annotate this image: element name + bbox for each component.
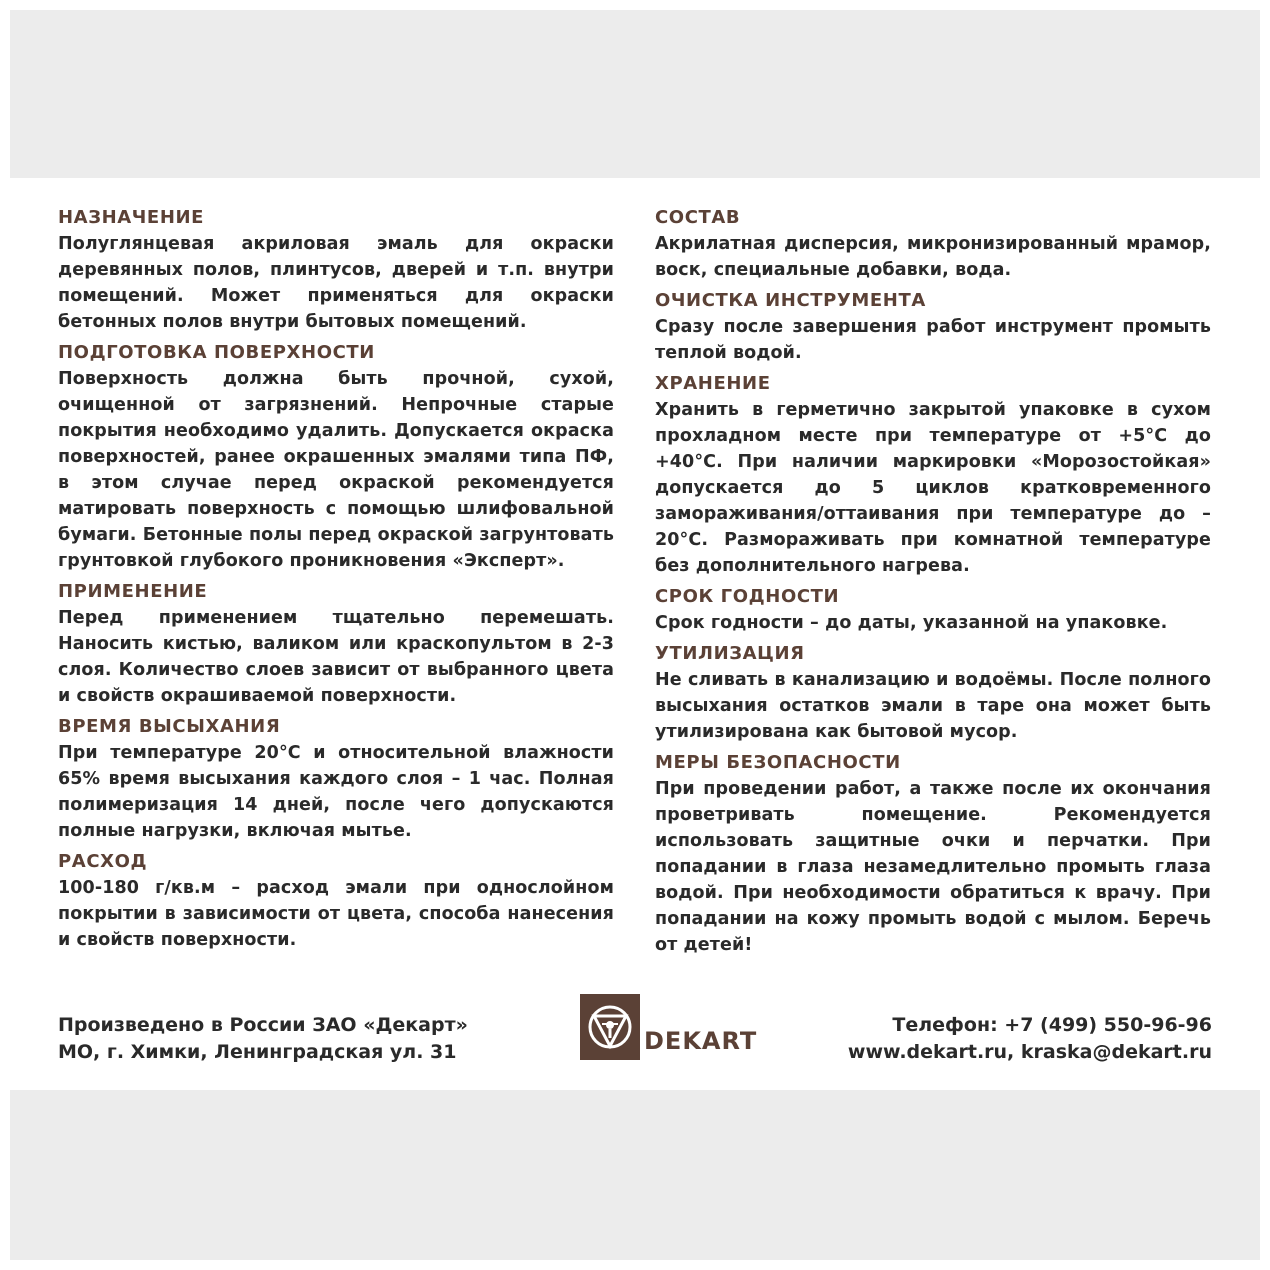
manufacturer-line: Произведено в России ЗАО «Декарт»: [58, 1014, 468, 1036]
label-panel: [10, 178, 1260, 1090]
dekart-emblem-icon: [580, 994, 640, 1060]
dekart-logo-text: DEKART: [644, 1027, 758, 1055]
purpose-heading: НАЗНАЧЕНИЕ: [58, 207, 205, 228]
storage-text: Хранить в герметично закрытой упаковке в сухом прохладном месте при температуре от +5°С до +40°С. При наличии маркировки «Морозостойкая» допускается до 5 циклов кратковременного замораживания/оттаивания при температуре до – 20°С. Размораживать при комнатной температуре без дополнительного нагрева.: [655, 400, 1211, 576]
storage-heading: ХРАНЕНИЕ: [655, 373, 771, 394]
dekart-logo-mark: [580, 994, 640, 1060]
consumption-text: 100-180 г/кв.м – расход эмали при однослойном покрытии в зависимости от цвета, способа нанесения и свойств поверхности.: [58, 878, 614, 950]
application-text: Перед применением тщательно перемешать. Наносить кистью, валиком или краскопультом в 2-3 слоя. Количество слоев зависит от выбранного цвета и свойств окрашиваемой поверхности.: [58, 608, 614, 706]
drying-time-heading: ВРЕМЯ ВЫСЫХАНИЯ: [58, 716, 281, 737]
application-heading: ПРИМЕНЕНИЕ: [58, 581, 208, 602]
composition-text: Акрилатная дисперсия, микронизированный мрамор, воск, специальные добавки, вода.: [655, 234, 1211, 280]
surface-prep-heading: ПОДГОТОВКА ПОВЕРХНОСТИ: [58, 342, 375, 363]
address-line: МО, г. Химки, Ленинградская ул. 31: [58, 1041, 457, 1063]
tool-cleaning-heading: ОЧИСТКА ИНСТРУМЕНТА: [655, 290, 926, 311]
shelf-life-heading: СРОК ГОДНОСТИ: [655, 586, 840, 607]
surface-prep-text: Поверхность должна быть прочной, сухой, очищенной от загрязнений. Непрочные старые покрытия необходимо удалить. Допускается окраска поверхностей, ранее окрашенных эмалями типа ПФ, в этом случае перед окраской рекомендуется матировать поверхность с помощью шлифовальной бумаги. Бетонные полы перед окраской загрунтовать грунтовкой глубокого проникновения «Эксперт».: [58, 369, 614, 571]
contact-info: [812, 1012, 1212, 1066]
purpose-text: Полуглянцевая акриловая эмаль для окраски деревянных полов, плинтусов, дверей и т.п. внутри помещений. Может применяться для окраски бетонных полов внутри бытовых помещений.: [58, 234, 614, 332]
tool-cleaning-text: Сразу после завершения работ инструмент промыть теплой водой.: [655, 317, 1211, 363]
disposal-text: Не сливать в канализацию и водоёмы. После полного высыхания остатков эмали в таре она может быть утилизирована как бытовой мусор.: [655, 670, 1211, 742]
right-column: [655, 205, 1211, 963]
safety-heading: МЕРЫ БЕЗОПАСНОСТИ: [655, 752, 901, 773]
web-line: www.dekart.ru, kraska@dekart.ru: [847, 1041, 1212, 1063]
bottom-gray-band: [10, 1090, 1260, 1260]
drying-time-text: При температуре 20°С и относительной влажности 65% время высыхания каждого слоя – 1 час. Полная полимеризация 14 дней, после чего допускаются полные нагрузки, включая мытье.: [58, 743, 614, 841]
left-column: [58, 205, 614, 958]
top-gray-band: [10, 10, 1260, 178]
safety-text: При проведении работ, а также после их окончания проветривать помещение. Рекомендуется использовать защитные очки и перчатки. При попадании в глаза незамедлительно промыть глаза водой. При необходимости обратиться к врачу. При попадании на кожу промыть водой с мылом. Беречь от детей!: [655, 779, 1211, 955]
consumption-heading: РАСХОД: [58, 851, 148, 872]
disposal-heading: УТИЛИЗАЦИЯ: [655, 643, 805, 664]
composition-heading: СОСТАВ: [655, 207, 741, 228]
shelf-life-text: Срок годности – до даты, указанной на упаковке.: [655, 613, 1168, 633]
phone-line: Телефон: +7 (499) 550-96-96: [892, 1014, 1212, 1036]
dekart-logo: [580, 994, 780, 1060]
manufacturer-info: [58, 1012, 518, 1066]
